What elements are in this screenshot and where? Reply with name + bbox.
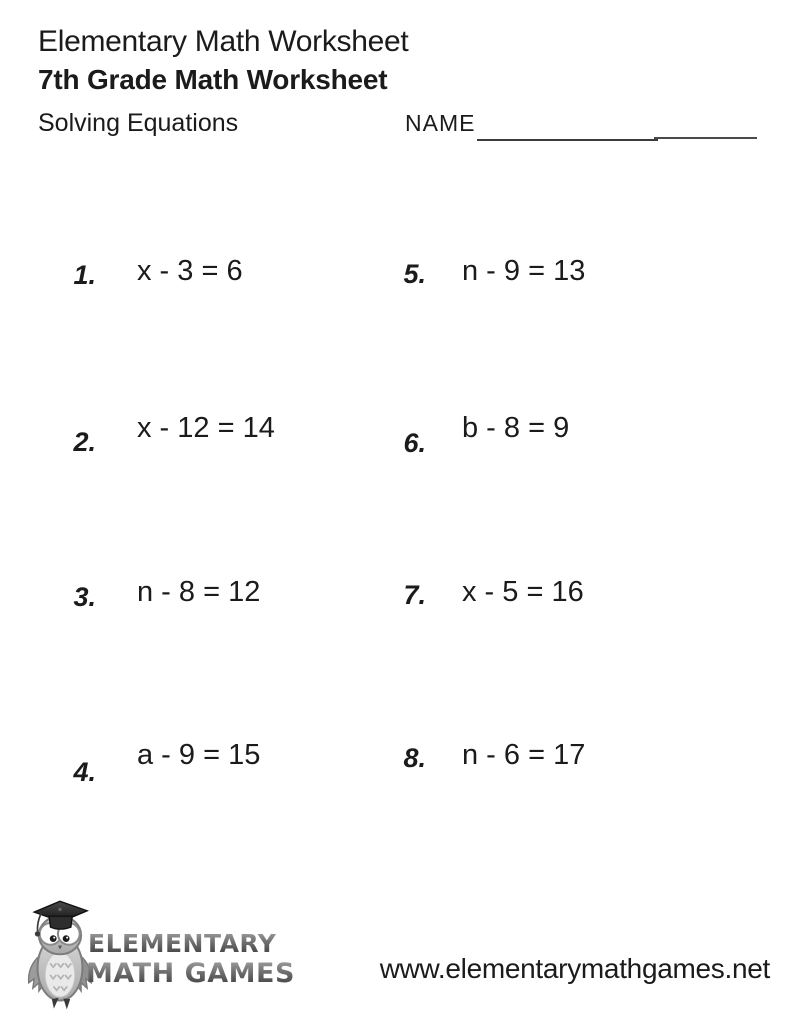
problem-number: 4. [73,757,96,787]
name-label: NAME [405,110,476,136]
logo-wordmark [88,931,295,987]
problem-equation: x - 12 = 14 [137,412,275,444]
problem-equation: x - 5 = 16 [462,576,584,608]
problem-number: 2. [73,427,96,457]
problem-row [372,412,752,458]
problem-equation: n - 8 = 12 [137,576,261,608]
name-underline [477,139,658,141]
problem-number: 8. [403,743,426,773]
website-url: www.elementarymathgames.net [379,953,770,984]
problem-equation: n - 9 = 13 [462,255,586,287]
worksheet-subtitle: 7th Grade Math Worksheet [38,64,388,95]
problem-row [372,577,752,609]
problem-equation: n - 6 = 17 [462,739,586,771]
problem-row [372,740,752,772]
problem-equation: b - 8 = 9 [462,412,570,444]
problem-equation: a - 9 = 15 [137,739,261,771]
logo-line-elementary: ELEMENTARY [88,931,295,956]
logo-line-math-games: MATH GAMES [86,958,295,989]
owl-graduation-cap-icon [26,893,94,1021]
problem-row [40,256,400,288]
problem-number: 5. [403,259,426,289]
problem-number: 6. [403,428,426,458]
problem-number: 1. [73,260,96,290]
problem-number: 3. [73,582,96,612]
problem-row [40,739,400,787]
name-underline-overlap [654,137,757,139]
worksheet-title: Elementary Math Worksheet [38,25,409,58]
problem-row [40,412,400,457]
problem-equation: x - 3 = 6 [137,255,243,287]
problem-row [40,576,400,612]
problem-number: 7. [403,580,426,610]
problem-row [372,256,752,288]
section-title: Solving Equations [38,109,239,137]
